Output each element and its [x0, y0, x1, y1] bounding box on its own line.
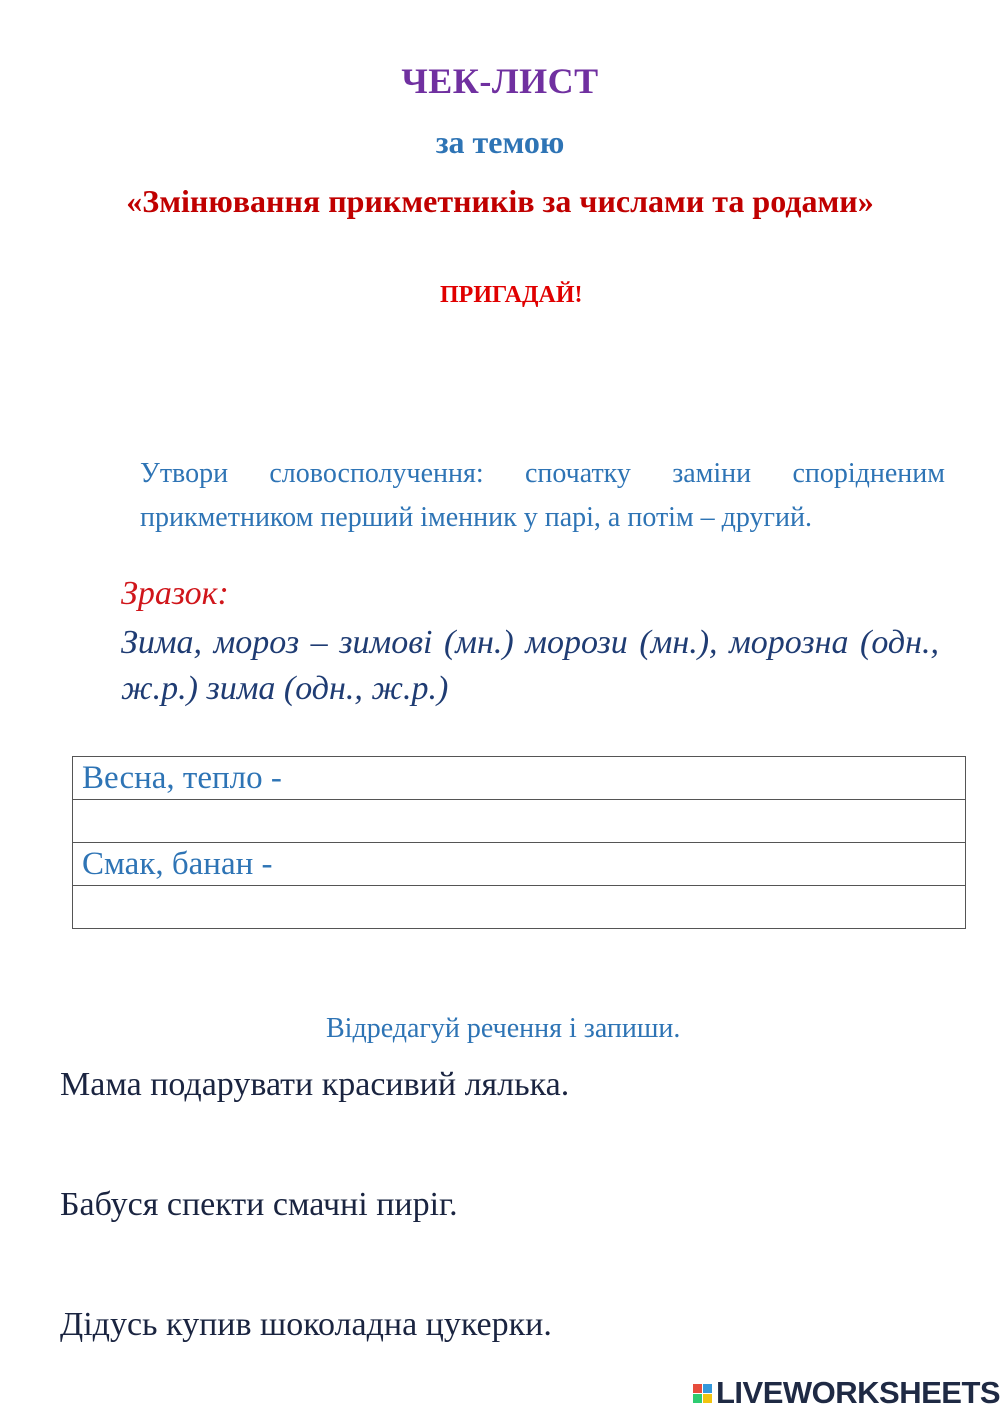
topic-heading: «Змінювання прикметників за числами та родами»: [126, 183, 874, 219]
sentence-item: Мама подарувати красивий лялька.: [60, 1066, 570, 1103]
prompt-cell: Смак, банан -: [73, 843, 966, 886]
exercise2-instruction: Відредагуй речення і запиши.: [326, 1013, 681, 1044]
sentence-item: Дідусь купив шоколадна цукерки.: [60, 1306, 552, 1343]
remember-heading: ПРИГАДАЙ!: [440, 282, 583, 308]
answer-cell[interactable]: [73, 800, 966, 843]
table-row: [73, 800, 966, 843]
sentence-item: Бабуся спекти смачні пиріг.: [60, 1186, 458, 1223]
exercise1-instruction: Утвори словосполучення: спочатку заміни спорідненим прикметником перший іменник у парі, а потім – другий.: [140, 458, 945, 533]
logo-text: LIVEWORKSHEETS: [716, 1375, 1000, 1410]
table-row: [73, 757, 966, 800]
answer-cell[interactable]: [73, 886, 966, 929]
prompt-cell: Весна, тепло -: [73, 757, 966, 800]
logo-squares-icon: [693, 1384, 712, 1403]
table-row: [73, 843, 966, 886]
liveworksheets-logo: [693, 1375, 1000, 1411]
page-title: ЧЕК-ЛИСТ: [401, 61, 599, 101]
table-row: [73, 886, 966, 929]
sample-label: Зразок:: [121, 575, 229, 612]
exercise1-table: [72, 756, 966, 929]
sample-text: Зима, мороз – зимові (мн.) морози (мн.), морозна (одн., ж.р.) зима (одн., ж.р.): [121, 624, 939, 707]
page-subtitle: за темою: [435, 124, 565, 160]
